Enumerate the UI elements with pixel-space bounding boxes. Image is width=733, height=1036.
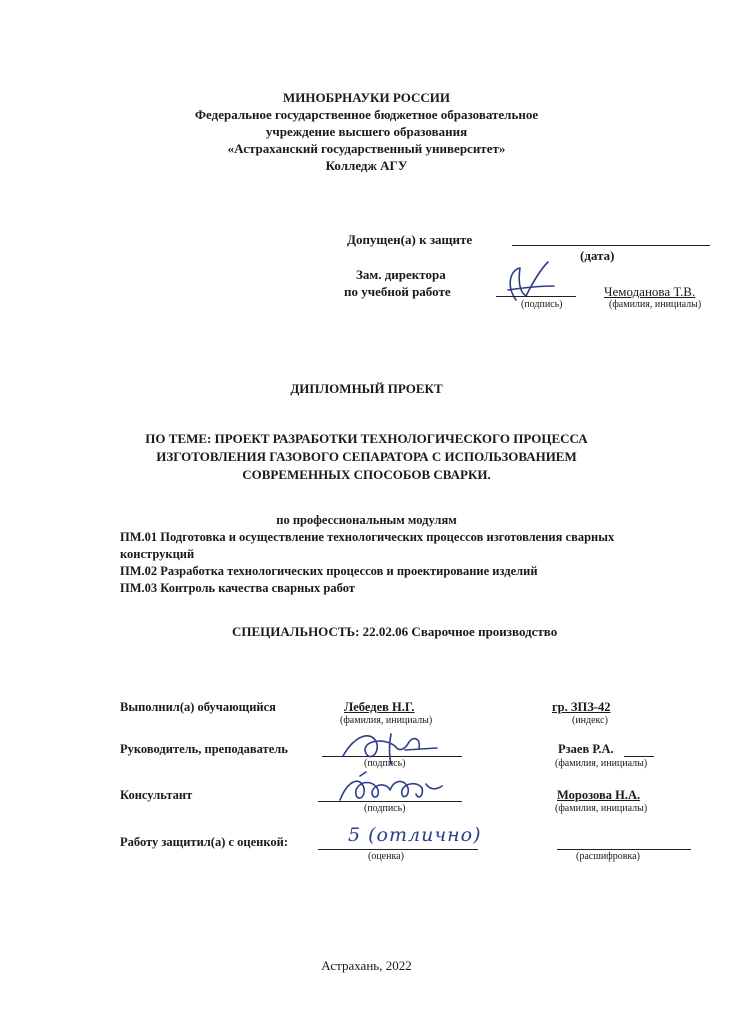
performer-name: Лебедев Н.Г. — [344, 700, 415, 714]
grade-caption: (оценка) — [368, 851, 404, 862]
module-pm01-line-1: ПМ.01 Подготовка и осуществление технологических процессов изготовления сварных — [120, 530, 615, 544]
specialty: СПЕЦИАЛЬНОСТЬ: 22.02.06 Сварочное производство — [232, 624, 558, 639]
date-caption: (дата) — [580, 248, 615, 263]
topic-title — [0, 430, 733, 484]
consultant-name: Морозова Н.А. — [557, 788, 641, 802]
supervisor-name-caption: (фамилия, инициалы) — [555, 758, 648, 769]
consultant-signature-caption: (подпись) — [364, 803, 406, 814]
decoding-line — [557, 849, 691, 850]
group-caption: (индекс) — [572, 715, 608, 726]
grade-label: Работу защитил(а) с оценкой: — [120, 835, 289, 849]
modules-heading: по профессиональным модулям — [276, 513, 457, 527]
deputy-name-caption: (фамилия, инициалы) — [609, 299, 702, 310]
grade-line — [318, 849, 478, 850]
topic-line-2: ИЗГОТОВЛЕНИЯ ГАЗОВОГО СЕПАРАТОРА С ИСПОЛЬЗОВАНИЕМ — [156, 449, 577, 464]
deputy-signature-caption: (подпись) — [521, 299, 563, 310]
college-name: Колледж АГУ — [325, 158, 408, 173]
admitted-label: Допущен(а) к защите — [347, 232, 473, 247]
module-pm01-line-2: конструкций — [120, 547, 195, 561]
performer-name-caption: (фамилия, инициалы) — [340, 715, 433, 726]
consultant-label: Консультант — [120, 788, 193, 802]
consultant-name-caption: (фамилия, инициалы) — [555, 803, 648, 814]
supervisor-signature-caption: (подпись) — [364, 758, 406, 769]
module-pm03: ПМ.03 Контроль качества сварных работ — [120, 581, 355, 595]
date-line — [512, 245, 710, 246]
grade-handwritten: 5 (отлично) — [348, 824, 482, 846]
module-pm02: ПМ.02 Разработка технологических процессов и проектирование изделий — [120, 564, 538, 578]
ministry-name: МИНОБРНАУКИ РОССИИ — [283, 90, 450, 105]
supervisor-label: Руководитель, преподаватель — [120, 742, 288, 756]
deputy-title — [344, 266, 451, 300]
deputy-name: Чемоданова Т.В. — [604, 284, 696, 299]
group-index: гр. ЗПЗ-42 — [552, 700, 611, 714]
document-type: ДИПЛОМНЫЙ ПРОЕКТ — [290, 381, 443, 396]
institution-line-1: Федеральное государственное бюджетное образовательное — [194, 107, 539, 122]
performer-label: Выполнил(а) обучающийся — [120, 700, 276, 714]
institution-line-2: учреждение высшего образования — [265, 124, 468, 139]
topic-line-1: ПО ТЕМЕ: ПРОЕКТ РАЗРАБОТКИ ТЕХНОЛОГИЧЕСКОГО ПРОЦЕССА — [145, 431, 588, 446]
institution-header — [0, 89, 733, 174]
supervisor-name: Рзаев Р.А. — [558, 742, 614, 756]
university-name: «Астраханский государственный университет» — [227, 141, 506, 156]
city-year: Астрахань, 2022 — [321, 958, 412, 973]
decoding-caption: (расшифровка) — [576, 851, 640, 862]
topic-line-3: СОВРЕМЕННЫХ СПОСОБОВ СВАРКИ. — [242, 467, 491, 482]
modules-list — [120, 529, 614, 597]
deputy-line-1: Зам. директора — [356, 267, 446, 282]
supervisor-name-line — [624, 756, 654, 757]
deputy-signature-line — [496, 296, 576, 297]
deputy-line-2: по учебной работе — [344, 284, 451, 299]
